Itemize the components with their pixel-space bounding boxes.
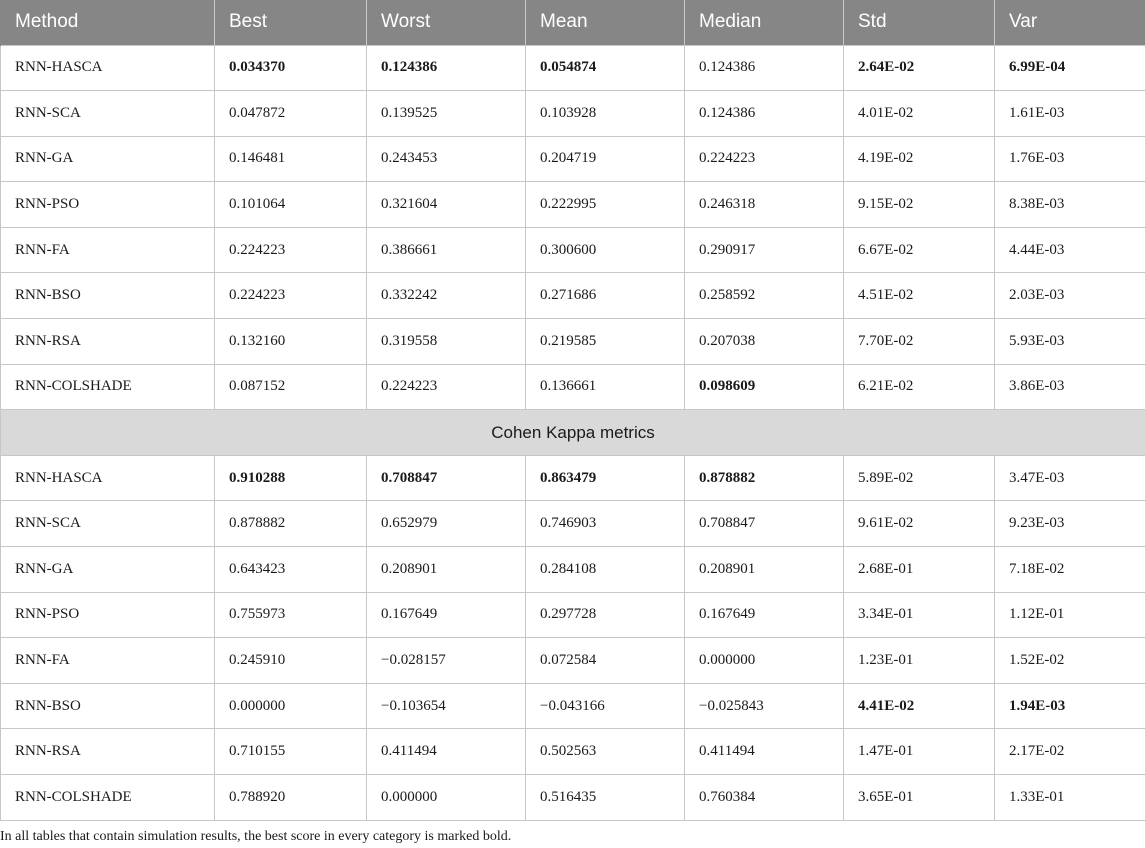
value-cell: 0.258592 <box>685 273 844 319</box>
method-cell: RNN-HASCA <box>1 455 215 501</box>
table-row <box>1 683 1145 729</box>
value-cell: 0.124386 <box>685 91 844 137</box>
value-cell: 0.098609 <box>685 364 844 410</box>
value-cell: 2.03E-03 <box>995 273 1145 319</box>
value-cell: −0.103654 <box>367 683 526 729</box>
value-cell: 2.64E-02 <box>844 45 995 91</box>
value-cell: 0.087152 <box>215 364 367 410</box>
value-cell: 0.284108 <box>526 547 685 593</box>
value-cell: 1.47E-01 <box>844 729 995 775</box>
column-header: Std <box>844 0 995 45</box>
value-cell: 3.86E-03 <box>995 364 1145 410</box>
column-header: Method <box>1 0 215 45</box>
value-cell: 0.224223 <box>215 273 367 319</box>
method-cell: RNN-RSA <box>1 729 215 775</box>
method-cell: RNN-PSO <box>1 592 215 638</box>
value-cell: 6.21E-02 <box>844 364 995 410</box>
value-cell: 4.19E-02 <box>844 136 995 182</box>
value-cell: 1.33E-01 <box>995 775 1145 821</box>
value-cell: 0.243453 <box>367 136 526 182</box>
value-cell: 0.708847 <box>367 455 526 501</box>
value-cell: 0.167649 <box>685 592 844 638</box>
table-row <box>1 227 1145 273</box>
value-cell: 6.67E-02 <box>844 227 995 273</box>
header-row <box>1 0 1145 45</box>
value-cell: 1.23E-01 <box>844 638 995 684</box>
method-cell: RNN-FA <box>1 227 215 273</box>
value-cell: 2.17E-02 <box>995 729 1145 775</box>
column-header: Var <box>995 0 1145 45</box>
value-cell: 0.271686 <box>526 273 685 319</box>
value-cell: 0.207038 <box>685 319 844 365</box>
section-title: Cohen Kappa metrics <box>1 410 1145 456</box>
value-cell: 0.054874 <box>526 45 685 91</box>
value-cell: 0.319558 <box>367 319 526 365</box>
value-cell: 0.224223 <box>215 227 367 273</box>
value-cell: 0.878882 <box>215 501 367 547</box>
column-header: Worst <box>367 0 526 45</box>
value-cell: 0.297728 <box>526 592 685 638</box>
method-cell: RNN-BSO <box>1 683 215 729</box>
table-row <box>1 91 1145 137</box>
value-cell: −0.025843 <box>685 683 844 729</box>
table-row <box>1 319 1145 365</box>
value-cell: 0.034370 <box>215 45 367 91</box>
value-cell: 0.411494 <box>367 729 526 775</box>
value-cell: 0.139525 <box>367 91 526 137</box>
value-cell: 2.68E-01 <box>844 547 995 593</box>
method-cell: RNN-COLSHADE <box>1 364 215 410</box>
value-cell: 0.224223 <box>367 364 526 410</box>
method-cell: RNN-RSA <box>1 319 215 365</box>
value-cell: 1.12E-01 <box>995 592 1145 638</box>
value-cell: 0.000000 <box>215 683 367 729</box>
value-cell: −0.043166 <box>526 683 685 729</box>
method-cell: RNN-FA <box>1 638 215 684</box>
value-cell: 0.245910 <box>215 638 367 684</box>
column-header: Mean <box>526 0 685 45</box>
method-cell: RNN-PSO <box>1 182 215 228</box>
value-cell: 3.65E-01 <box>844 775 995 821</box>
value-cell: 0.204719 <box>526 136 685 182</box>
value-cell: 0.246318 <box>685 182 844 228</box>
value-cell: 0.103928 <box>526 91 685 137</box>
table-row <box>1 501 1145 547</box>
value-cell: 0.710155 <box>215 729 367 775</box>
value-cell: 4.01E-02 <box>844 91 995 137</box>
value-cell: 5.89E-02 <box>844 455 995 501</box>
table-row <box>1 729 1145 775</box>
table-footnote: In all tables that contain simulation results, the best score in every category is marked bold. <box>0 829 512 844</box>
value-cell: 0.290917 <box>685 227 844 273</box>
value-cell: 0.101064 <box>215 182 367 228</box>
table-row <box>1 638 1145 684</box>
value-cell: 3.34E-01 <box>844 592 995 638</box>
value-cell: 0.224223 <box>685 136 844 182</box>
value-cell: 0.167649 <box>367 592 526 638</box>
value-cell: 0.300600 <box>526 227 685 273</box>
value-cell: 0.332242 <box>367 273 526 319</box>
value-cell: 0.000000 <box>367 775 526 821</box>
column-header: Median <box>685 0 844 45</box>
value-cell: 4.44E-03 <box>995 227 1145 273</box>
value-cell: 0.047872 <box>215 91 367 137</box>
cohen-kappa-section <box>1 455 1145 820</box>
value-cell: 0.000000 <box>685 638 844 684</box>
table-row <box>1 775 1145 821</box>
value-cell: 0.411494 <box>685 729 844 775</box>
value-cell: 0.321604 <box>367 182 526 228</box>
table-row <box>1 273 1145 319</box>
value-cell: 9.23E-03 <box>995 501 1145 547</box>
value-cell: 0.072584 <box>526 638 685 684</box>
value-cell: 0.863479 <box>526 455 685 501</box>
column-header: Best <box>215 0 367 45</box>
value-cell: 0.652979 <box>367 501 526 547</box>
value-cell: 0.124386 <box>685 45 844 91</box>
value-cell: 0.760384 <box>685 775 844 821</box>
value-cell: 0.124386 <box>367 45 526 91</box>
value-cell: 1.61E-03 <box>995 91 1145 137</box>
value-cell: 0.643423 <box>215 547 367 593</box>
cohen-kappa-section-header <box>1 410 1145 456</box>
value-cell: 0.208901 <box>685 547 844 593</box>
value-cell: 0.910288 <box>215 455 367 501</box>
method-cell: RNN-GA <box>1 136 215 182</box>
value-cell: 3.47E-03 <box>995 455 1145 501</box>
value-cell: 7.18E-02 <box>995 547 1145 593</box>
value-cell: 0.708847 <box>685 501 844 547</box>
value-cell: 7.70E-02 <box>844 319 995 365</box>
value-cell: 9.61E-02 <box>844 501 995 547</box>
table-row <box>1 592 1145 638</box>
value-cell: 0.788920 <box>215 775 367 821</box>
value-cell: 9.15E-02 <box>844 182 995 228</box>
value-cell: 1.76E-03 <box>995 136 1145 182</box>
error-rate-section <box>1 45 1145 410</box>
value-cell: 0.746903 <box>526 501 685 547</box>
value-cell: 0.208901 <box>367 547 526 593</box>
table-row <box>1 136 1145 182</box>
value-cell: 1.52E-02 <box>995 638 1145 684</box>
value-cell: 5.93E-03 <box>995 319 1145 365</box>
value-cell: 0.132160 <box>215 319 367 365</box>
method-cell: RNN-GA <box>1 547 215 593</box>
section-header-row <box>1 410 1145 456</box>
value-cell: 0.502563 <box>526 729 685 775</box>
value-cell: 0.146481 <box>215 136 367 182</box>
method-cell: RNN-SCA <box>1 501 215 547</box>
value-cell: 8.38E-03 <box>995 182 1145 228</box>
value-cell: 0.219585 <box>526 319 685 365</box>
value-cell: 4.51E-02 <box>844 273 995 319</box>
table-row <box>1 364 1145 410</box>
value-cell: 0.755973 <box>215 592 367 638</box>
value-cell: 0.878882 <box>685 455 844 501</box>
method-cell: RNN-SCA <box>1 91 215 137</box>
value-cell: 0.516435 <box>526 775 685 821</box>
value-cell: 6.99E-04 <box>995 45 1145 91</box>
value-cell: −0.028157 <box>367 638 526 684</box>
value-cell: 0.136661 <box>526 364 685 410</box>
table-row <box>1 547 1145 593</box>
value-cell: 0.386661 <box>367 227 526 273</box>
table-row <box>1 45 1145 91</box>
value-cell: 4.41E-02 <box>844 683 995 729</box>
method-cell: RNN-COLSHADE <box>1 775 215 821</box>
value-cell: 1.94E-03 <box>995 683 1145 729</box>
table-row <box>1 455 1145 501</box>
value-cell: 0.222995 <box>526 182 685 228</box>
method-cell: RNN-HASCA <box>1 45 215 91</box>
table-row <box>1 182 1145 228</box>
method-cell: RNN-BSO <box>1 273 215 319</box>
